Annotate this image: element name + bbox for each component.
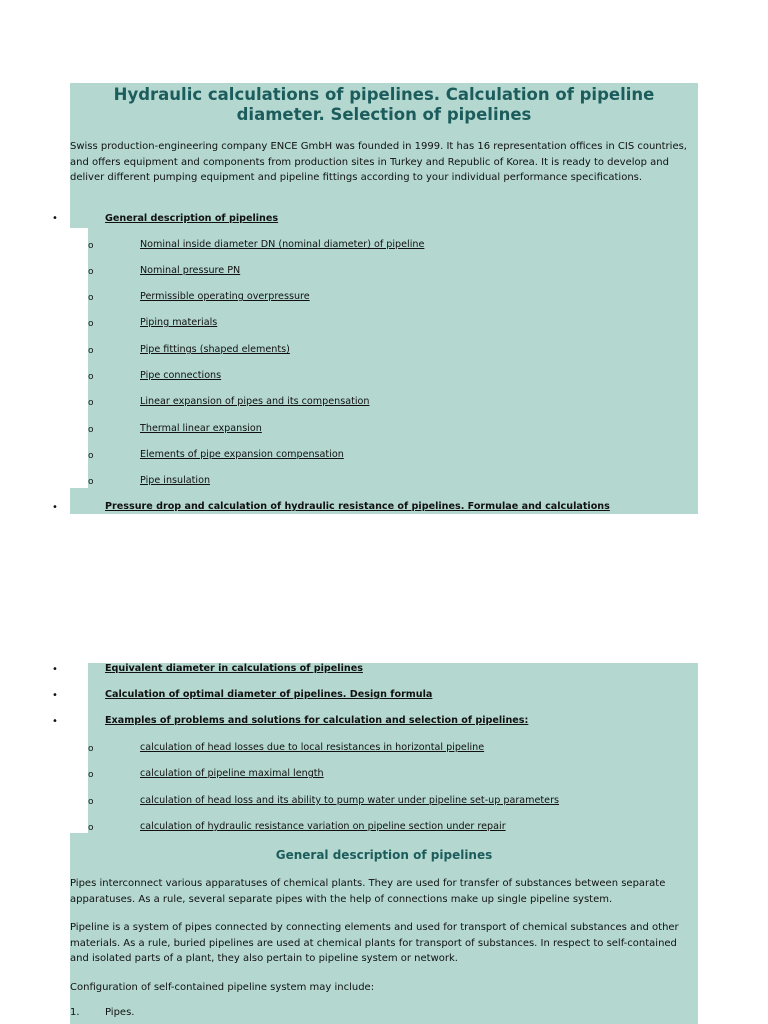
indent-gutter-1 [70, 228, 88, 488]
bullet-disc: • [52, 502, 58, 513]
bullet-disc: • [52, 213, 58, 224]
toc-link-example-head-losses[interactable]: calculation of head losses due to local resistances in horizontal pipeline [140, 742, 485, 753]
bullet-circle: o [88, 744, 94, 754]
paragraph-pipeline: Pipeline is a system of pipes connected by connecting elements and used for transport of chemical substances and other materials. As a rule, buried pipelines are used at chemical plants for transport of substances. In respect to self-contained and isolated parts of a plant, they also pertain to pipeline system or network. [70, 922, 679, 964]
bullet-circle: o [88, 425, 94, 435]
toc-link-general-description[interactable]: General description of pipelines [105, 213, 279, 224]
paragraph-pipes: Pipes interconnect various apparatuses of chemical plants. They are used for transfer of substances between separate apparatuses. As a rule, several separate pipes with the help of connections make up single pipeline system. [70, 878, 666, 905]
toc-link-expansion-compensation[interactable]: Elements of pipe expansion compensation [140, 449, 344, 460]
toc-link-linear-expansion[interactable]: Linear expansion of pipes and its compensation [140, 396, 370, 407]
bullet-circle: o [88, 241, 94, 251]
bullet-circle: o [88, 319, 94, 329]
toc-link-operating-overpressure[interactable]: Permissible operating overpressure [140, 291, 310, 302]
toc-link-pressure-drop[interactable]: Pressure drop and calculation of hydraulic resistance of pipelines. Formulae and calculations [105, 501, 610, 512]
page-title [70, 85, 698, 125]
bullet-circle: o [88, 823, 94, 833]
bullet-circle: o [88, 267, 94, 277]
toc-link-pipe-insulation[interactable]: Pipe insulation [140, 475, 211, 486]
bullet-circle: o [88, 770, 94, 780]
bullet-circle: o [88, 451, 94, 461]
section-heading-general-description: General description of pipelines [275, 848, 493, 862]
toc-link-pipe-fittings[interactable]: Pipe fittings (shaped elements) [140, 344, 290, 355]
toc-link-pipe-connections[interactable]: Pipe connections [140, 370, 222, 381]
toc-link-piping-materials[interactable]: Piping materials [140, 317, 218, 328]
bullet-circle: o [88, 477, 94, 487]
toc-link-example-repair-section[interactable]: calculation of hydraulic resistance variation on pipeline section under repair [140, 821, 506, 832]
bullet-circle: o [88, 372, 94, 382]
paragraph-configuration: Configuration of self-contained pipeline system may include: [70, 982, 375, 993]
bullet-disc: • [52, 690, 58, 701]
title-line-2: diameter. Selection of pipelines [236, 105, 532, 124]
toc-link-nominal-diameter[interactable]: Nominal inside diameter DN (nominal diameter) of pipeline [140, 239, 425, 250]
indent-gutter-2a [70, 663, 88, 735]
toc-link-optimal-diameter[interactable]: Calculation of optimal diameter of pipelines. Design formula [105, 689, 433, 700]
indent-gutter-2b [70, 735, 88, 833]
toc-link-example-maximal-length[interactable]: calculation of pipeline maximal length [140, 768, 324, 779]
list-number: 1. [70, 1007, 80, 1018]
title-line-1: Hydraulic calculations of pipelines. Calculation of pipeline [113, 85, 655, 104]
list-item-pipes: Pipes. [105, 1007, 135, 1018]
intro-paragraph: Swiss production-engineering company ENCE GmbH was founded in 1999. It has 16 representation offices in CIS countries, and offers equipment and components from production sites in Turkey and Republic of Korea. It is ready to develop and deliver different pumping equipment and pipeline fittings according to your individual performance specifications. [70, 141, 687, 183]
toc-link-nominal-pressure[interactable]: Nominal pressure PN [140, 265, 241, 276]
bullet-circle: o [88, 398, 94, 408]
bullet-circle: o [88, 346, 94, 356]
bullet-circle: o [88, 797, 94, 807]
bullet-circle: o [88, 293, 94, 303]
toc-link-equivalent-diameter[interactable]: Equivalent diameter in calculations of pipelines [105, 663, 363, 674]
bullet-disc: • [52, 664, 58, 675]
bullet-disc: • [52, 716, 58, 727]
toc-link-example-pump-water[interactable]: calculation of head loss and its ability to pump water under pipeline set-up parameters [140, 795, 560, 806]
toc-link-examples[interactable]: Examples of problems and solutions for calculation and selection of pipelines: [105, 715, 529, 726]
toc-link-thermal-linear-expansion[interactable]: Thermal linear expansion [140, 423, 262, 434]
